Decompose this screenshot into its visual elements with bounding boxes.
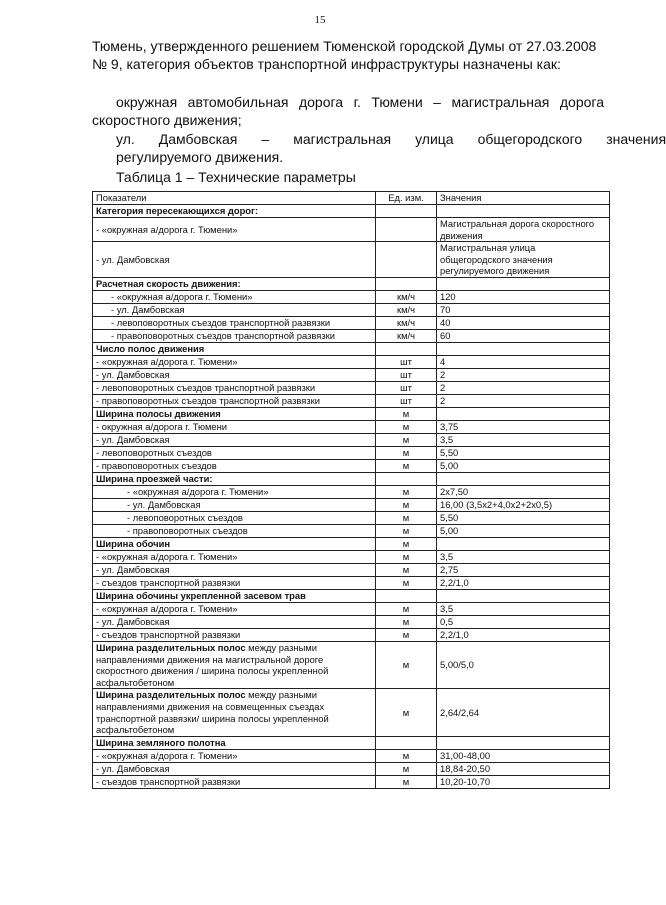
table-row xyxy=(93,316,610,329)
row-value: 120 xyxy=(437,290,610,303)
table-row xyxy=(93,749,610,762)
row-indicator: - «окружная а/дорога г. Тюмени» xyxy=(93,485,376,498)
row-indicator: - левоповоротных съездов транспортной развязки xyxy=(93,316,376,329)
row-unit xyxy=(376,218,437,242)
row-value: 2 xyxy=(437,368,610,381)
row-unit xyxy=(376,589,437,602)
word: улица xyxy=(415,131,454,147)
technical-parameters-table xyxy=(92,191,610,789)
row-indicator: - съездов транспортной развязки xyxy=(93,628,376,641)
row-unit xyxy=(376,277,437,290)
row-value xyxy=(437,205,610,218)
row-value xyxy=(437,736,610,749)
table-row xyxy=(93,342,610,355)
row-unit: м xyxy=(376,459,437,472)
row-indicator: - ул. Дамбовская xyxy=(93,242,376,278)
table-row xyxy=(93,394,610,407)
row-unit: м xyxy=(376,749,437,762)
row-indicator: - левоповоротных съездов xyxy=(93,511,376,524)
table-row xyxy=(93,524,610,537)
row-unit xyxy=(376,242,437,278)
row-indicator: Ширина полосы движения xyxy=(93,407,376,420)
row-unit: шт xyxy=(376,381,437,394)
table-row xyxy=(93,205,610,218)
row-indicator-bold: Ширина разделительных полос xyxy=(96,689,246,701)
row-indicator: - «окружная а/дорога г. Тюмени» xyxy=(93,749,376,762)
table-row xyxy=(93,290,610,303)
word: Дамбовская xyxy=(158,131,238,147)
table-row xyxy=(93,775,610,788)
row-value xyxy=(437,472,610,485)
table-row xyxy=(93,381,610,394)
row-value: 5,50 xyxy=(437,446,610,459)
paragraph-intro: Тюмень, утвержденного решением Тюменской городской Думы от 27.03.2008 № 9, категория объектов транспортной инфраструктуры назначены как: xyxy=(92,38,597,72)
row-indicator: Ширина обочины укрепленной засевом трав xyxy=(93,589,376,602)
row-unit: м xyxy=(376,641,437,688)
row-value: 5,00 xyxy=(437,524,610,537)
table-row xyxy=(93,303,610,316)
row-indicator: Расчетная скорость движения: xyxy=(93,277,376,290)
row-value: 18,84-20,50 xyxy=(437,762,610,775)
row-value: 16,00 (3,5х2+4,0х2+2х0,5) xyxy=(437,498,610,511)
table-row xyxy=(93,550,610,563)
paragraph-ring-road: окружная автомобильная дорога г. Тюмени – магистральная дорога скоростного движения; xyxy=(92,94,604,128)
row-unit: м xyxy=(376,628,437,641)
table-row xyxy=(93,218,610,242)
row-value: 3,5 xyxy=(437,433,610,446)
table-row xyxy=(93,485,610,498)
row-indicator: - «окружная а/дорога г. Тюмени» xyxy=(93,602,376,615)
table-caption: Таблица 1 – Технические параметры xyxy=(116,169,356,185)
row-indicator: - правоповоротных съездов xyxy=(93,459,376,472)
word: – xyxy=(261,131,270,147)
row-unit: м xyxy=(376,537,437,550)
row-value: 2,64/2,64 xyxy=(437,689,610,736)
row-indicator: - окружная а/дорога г. Тюмени xyxy=(93,420,376,433)
row-value: 10,20-10,70 xyxy=(437,775,610,788)
row-value: 2,2/1,0 xyxy=(437,576,610,589)
table-row xyxy=(93,576,610,589)
table-row xyxy=(93,329,610,342)
table-row xyxy=(93,498,610,511)
row-indicator: - правоповоротных съездов xyxy=(93,524,376,537)
row-unit: м xyxy=(376,485,437,498)
row-unit: м xyxy=(376,615,437,628)
table-row xyxy=(93,420,610,433)
row-unit: км/ч xyxy=(376,290,437,303)
row-value: 5,00/5,0 xyxy=(437,641,610,688)
row-indicator: - ул. Дамбовская xyxy=(93,615,376,628)
table-header-row xyxy=(93,192,610,205)
row-value xyxy=(437,537,610,550)
row-indicator: Ширина проезжей части: xyxy=(93,472,376,485)
table-row xyxy=(93,355,610,368)
row-unit: м xyxy=(376,498,437,511)
row-value: 3,75 xyxy=(437,420,610,433)
row-indicator: - «окружная а/дорога г. Тюмени» xyxy=(93,550,376,563)
row-unit xyxy=(376,736,437,749)
paragraph-dambovskaya xyxy=(92,131,666,166)
row-unit: м xyxy=(376,550,437,563)
row-unit: м xyxy=(376,446,437,459)
word: общегородского xyxy=(477,131,583,147)
header-unit: Ед. изм. xyxy=(376,192,437,205)
row-unit: шт xyxy=(376,394,437,407)
table-row xyxy=(93,433,610,446)
row-unit: м xyxy=(376,407,437,420)
row-unit: м xyxy=(376,762,437,775)
row-indicator: - съездов транспортной развязки xyxy=(93,775,376,788)
row-unit: км/ч xyxy=(376,316,437,329)
row-value: 5,00 xyxy=(437,459,610,472)
paragraph-dambovskaya-line2: регулируемого движения. xyxy=(116,148,284,165)
table-row xyxy=(93,277,610,290)
row-value: 2х7,50 xyxy=(437,485,610,498)
table-row xyxy=(93,615,610,628)
row-value xyxy=(437,407,610,420)
row-unit: м xyxy=(376,602,437,615)
row-unit: м xyxy=(376,689,437,736)
row-value: Магистральная дорога скоростного движения xyxy=(437,218,610,242)
row-value: 0,5 xyxy=(437,615,610,628)
row-indicator: - ул. Дамбовская xyxy=(93,563,376,576)
table-row xyxy=(93,537,610,550)
row-value: 2,2/1,0 xyxy=(437,628,610,641)
row-unit: м xyxy=(376,775,437,788)
word: ул. xyxy=(116,131,135,147)
row-unit: м xyxy=(376,524,437,537)
row-indicator: - «окружная а/дорога г. Тюмени» xyxy=(93,290,376,303)
row-value: 60 xyxy=(437,329,610,342)
row-indicator xyxy=(93,641,376,688)
row-indicator: - «окружная а/дорога г. Тюмени» xyxy=(93,355,376,368)
row-indicator: - правоповоротных съездов транспортной развязки xyxy=(93,329,376,342)
row-unit xyxy=(376,342,437,355)
table-row xyxy=(93,511,610,524)
row-indicator: - правоповоротных съездов транспортной развязки xyxy=(93,394,376,407)
table-row xyxy=(93,472,610,485)
row-value: 70 xyxy=(437,303,610,316)
table-row xyxy=(93,563,610,576)
table-row xyxy=(93,736,610,749)
word: магистральная xyxy=(293,131,392,147)
table-row xyxy=(93,689,610,736)
page-number: 15 xyxy=(314,14,326,26)
row-unit: км/ч xyxy=(376,303,437,316)
row-unit xyxy=(376,472,437,485)
header-value: Значения xyxy=(437,192,610,205)
table-row xyxy=(93,242,610,278)
row-value: 31,00-48,00 xyxy=(437,749,610,762)
row-indicator: Категория пересекающихся дорог: xyxy=(93,205,376,218)
row-value: 40 xyxy=(437,316,610,329)
table-row xyxy=(93,446,610,459)
row-indicator: - левоповоротных съездов транспортной развязки xyxy=(93,381,376,394)
row-indicator-rest: между разными направлениями движения на совмещенных съездах транспортной развязки/ ширина полосы укрепленной асфальтобетоном xyxy=(96,689,329,736)
row-unit: м xyxy=(376,576,437,589)
table-row xyxy=(93,589,610,602)
row-value: 3,5 xyxy=(437,602,610,615)
row-unit: м xyxy=(376,433,437,446)
table-row xyxy=(93,368,610,381)
table-row xyxy=(93,628,610,641)
header-indicator: Показатели xyxy=(93,192,376,205)
row-indicator: - ул. Дамбовская xyxy=(93,498,376,511)
row-indicator: - ул. Дамбовская xyxy=(93,433,376,446)
row-value xyxy=(437,277,610,290)
row-indicator-bold: Ширина разделительных полос xyxy=(96,641,246,653)
table-row xyxy=(93,602,610,615)
row-unit: м xyxy=(376,420,437,433)
row-value xyxy=(437,342,610,355)
row-indicator: - съездов транспортной развязки xyxy=(93,576,376,589)
row-indicator: - левоповоротных съездов xyxy=(93,446,376,459)
row-indicator: Ширина обочин xyxy=(93,537,376,550)
row-unit: м xyxy=(376,511,437,524)
row-indicator: - ул. Дамбовская xyxy=(93,762,376,775)
row-indicator xyxy=(93,689,376,736)
table-row xyxy=(93,641,610,688)
paragraph-dambovskaya-line1 xyxy=(68,131,666,149)
row-value: Магистральная улица общегородского значения регулируемого движения xyxy=(437,242,610,278)
table-row xyxy=(93,762,610,775)
table-row xyxy=(93,407,610,420)
row-indicator: Число полос движения xyxy=(93,342,376,355)
word: значения xyxy=(606,131,666,147)
row-unit: м xyxy=(376,563,437,576)
row-unit xyxy=(376,205,437,218)
row-indicator: - ул. Дамбовская xyxy=(93,368,376,381)
row-indicator: - ул. Дамбовская xyxy=(93,303,376,316)
row-unit: шт xyxy=(376,355,437,368)
row-value: 3,5 xyxy=(437,550,610,563)
row-indicator: - «окружная а/дорога г. Тюмени» xyxy=(93,218,376,242)
row-indicator-rest: между разными направлениями движения на магистральной дороге скоростного движения / ширина полосы укрепленной асфальтобетоном xyxy=(96,641,329,688)
row-unit: км/ч xyxy=(376,329,437,342)
row-value xyxy=(437,589,610,602)
row-value: 4 xyxy=(437,355,610,368)
row-value: 2 xyxy=(437,381,610,394)
table-row xyxy=(93,459,610,472)
row-value: 5,50 xyxy=(437,511,610,524)
row-indicator: Ширина земляного полотна xyxy=(93,736,376,749)
row-value: 2 xyxy=(437,394,610,407)
row-unit: шт xyxy=(376,368,437,381)
row-value: 2,75 xyxy=(437,563,610,576)
